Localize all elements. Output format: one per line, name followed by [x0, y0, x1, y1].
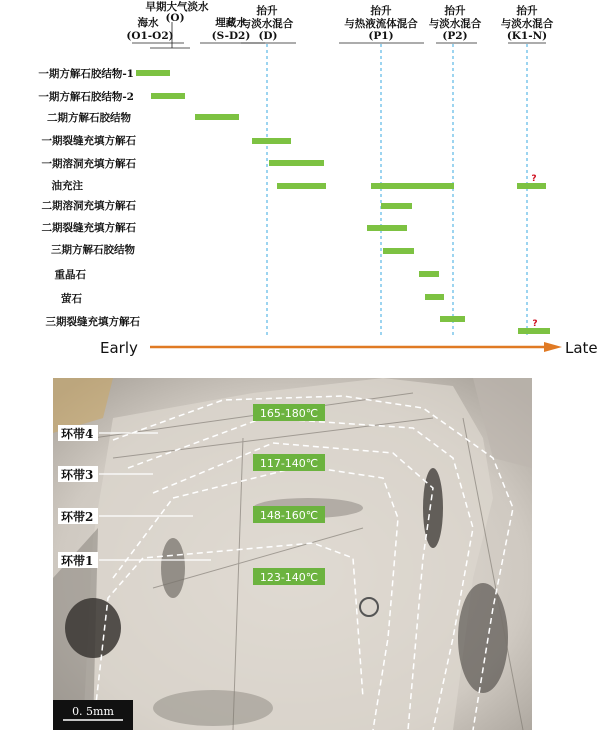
event-bar	[371, 183, 454, 189]
header-k-uplift: 抬升	[516, 5, 538, 17]
photomicrograph-image	[53, 378, 532, 730]
temp-label-1: 123-140℃	[259, 571, 319, 584]
row-label: 二期溶洞充填方解石	[41, 200, 136, 212]
late-label: Late	[565, 339, 598, 357]
row-label: 二期裂缝充填方解石	[41, 222, 136, 234]
header-k-mix: 与淡水混合	[500, 18, 554, 30]
header-p2-uplift: 抬升	[444, 5, 466, 17]
timeline-arrow	[100, 339, 598, 357]
header-early-meteoric-code: (O)	[165, 12, 185, 24]
event-bar	[383, 248, 414, 254]
row-label: 重晶石	[54, 269, 86, 281]
ring-label-3: 环带3	[61, 468, 94, 482]
event-bars	[136, 70, 550, 334]
header-p1-mix: 与热液流体混合	[344, 18, 418, 30]
event-bar	[425, 294, 444, 300]
row-label: 油充注	[51, 180, 83, 192]
row-label: 二期方解石胶结物	[47, 112, 131, 124]
event-bar	[269, 160, 324, 166]
scale-bar-label: 0. 5mm	[72, 705, 114, 718]
header-burial-code: (S-D2)	[211, 30, 251, 42]
header-p2-mix: 与淡水混合	[428, 18, 482, 30]
header-d-mix: 与淡水混合	[240, 18, 294, 30]
event-bar	[252, 138, 291, 144]
event-bar	[136, 70, 170, 76]
row-labels	[38, 67, 140, 328]
header-early-meteoric: 早期大气淡水	[145, 1, 209, 13]
header-seawater: 海水	[137, 17, 159, 29]
row-label: 萤石	[61, 293, 82, 305]
temp-label-4: 165-180℃	[259, 407, 319, 420]
stage-guides	[267, 44, 527, 336]
header-d-uplift: 抬升	[256, 5, 278, 17]
event-bar	[367, 225, 407, 231]
header-seawater-code: (O1-O2)	[126, 30, 174, 42]
early-label: Early	[100, 339, 138, 357]
header-rules	[132, 22, 546, 48]
header-p2-code: (P2)	[442, 30, 468, 42]
question-mark: ?	[532, 319, 538, 329]
uncertain-marks	[531, 174, 537, 329]
temp-label-2: 148-160℃	[259, 509, 319, 522]
ring-label-4: 环带4	[61, 427, 94, 441]
header-burial: 埋藏水	[215, 17, 247, 29]
row-label: 一期溶洞充填方解石	[41, 158, 136, 170]
photomicrograph	[53, 378, 532, 730]
ring-label-2: 环带2	[61, 510, 94, 524]
ring-label-1: 环带1	[61, 554, 94, 568]
event-bar	[419, 271, 439, 277]
header-k-code: (K1-N)	[506, 30, 548, 42]
row-label: 三期裂缝充填方解石	[45, 316, 140, 328]
header-p1-code: (P1)	[368, 30, 394, 42]
question-mark: ?	[531, 174, 537, 184]
event-bar	[151, 93, 185, 99]
row-label: 三期方解石胶结物	[51, 244, 135, 256]
row-label: 一期方解石胶结物-2	[38, 91, 134, 103]
event-bar	[277, 183, 326, 189]
event-bar	[440, 316, 465, 322]
row-label: 一期方解石胶结物-1	[38, 68, 134, 80]
header-p1-uplift: 抬升	[370, 5, 392, 17]
event-bar	[195, 114, 239, 120]
row-label: 一期裂缝充填方解石	[41, 135, 136, 147]
column-headers	[126, 0, 553, 42]
event-bar	[381, 203, 412, 209]
temp-label-3: 117-140℃	[259, 457, 319, 470]
header-d-code: (D)	[258, 30, 278, 42]
